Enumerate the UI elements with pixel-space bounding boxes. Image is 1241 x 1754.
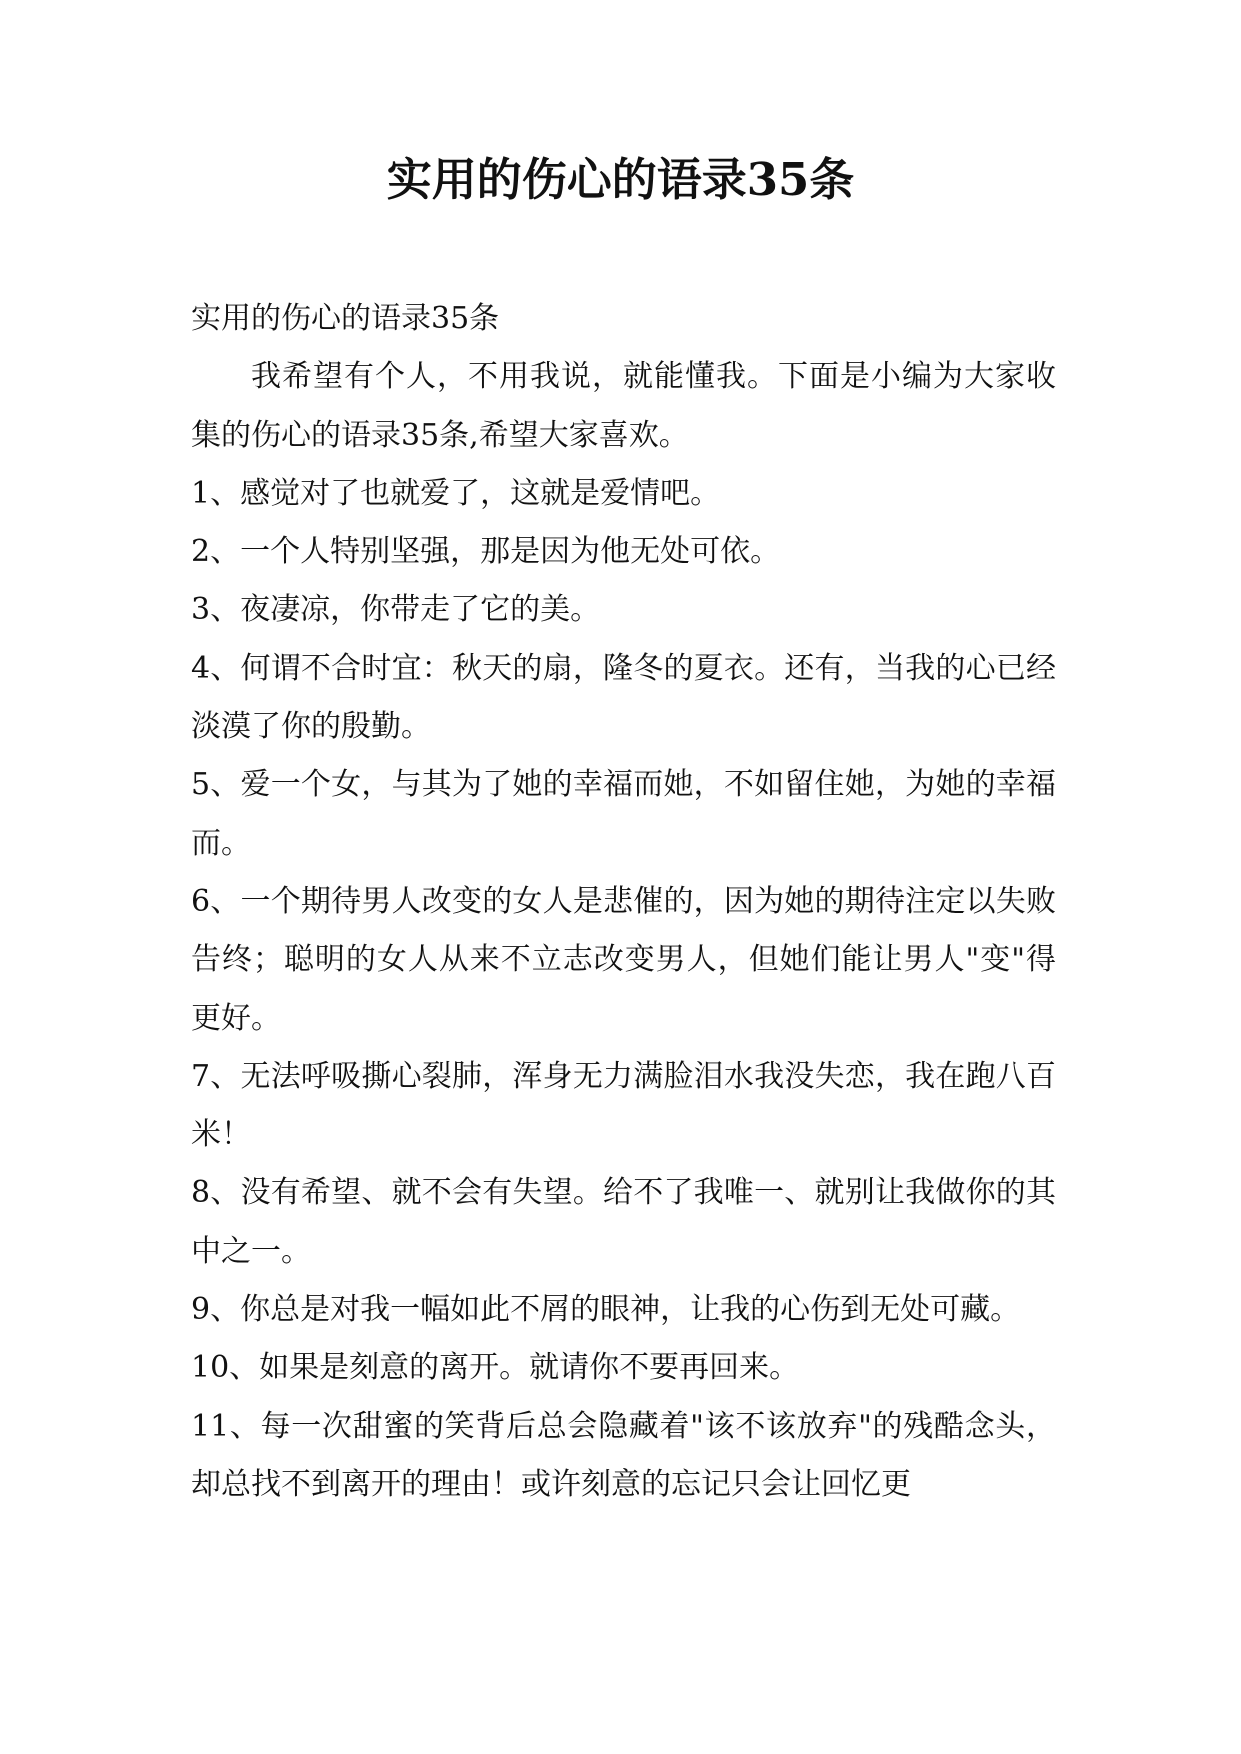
- quote-item: 7、无法呼吸撕心裂肺，浑身无力满脸泪水我没失恋，我在跑八百米！: [191, 1058, 1056, 1153]
- quote-item: 1、感觉对了也就爱了，这就是爱情吧。: [191, 475, 721, 511]
- quote-item: 9、你总是对我一幅如此不屑的眼神，让我的心伤到无处可藏。: [191, 1292, 1021, 1328]
- document-title: 实用的伤心的语录35条: [386, 153, 855, 206]
- document-subtitle: 实用的伤心的语录35条: [191, 301, 500, 336]
- quote-item: 10、如果是刻意的离开。就请你不要再回来。: [191, 1350, 800, 1386]
- document-body: [191, 290, 1056, 1514]
- intro-paragraph: 我希望有个人，不用我说，就能懂我。下面是小编为大家收集的伤心的语录35条,希望大家喜欢。: [191, 359, 1056, 453]
- quote-item: 5、爱一个女，与其为了她的幸福而她，不如留住她，为她的幸福而。: [191, 767, 1056, 861]
- quote-item: 11、每一次甜蜜的笑背后总会隐藏着"该不该放弃"的残酷念头，却总找不到离开的理由！或许刻意的忘记只会让回忆更: [191, 1408, 1056, 1502]
- quote-item: 3、夜凄凉，你带走了它的美。: [191, 592, 601, 628]
- quote-item: 8、没有希望、就不会有失望。给不了我唯一、就别让我做你的其中之一。: [191, 1175, 1056, 1269]
- quote-item: 6、一个期待男人改变的女人是悲催的，因为她的期待注定以失败告终；聪明的女人从来不立志改变男人，但她们能让男人"变"得更好。: [191, 883, 1056, 1036]
- quote-item: 4、何谓不合时宜：秋天的扇，隆冬的夏衣。还有，当我的心已经淡漠了你的殷勤。: [191, 650, 1056, 745]
- quote-item: 2、一个人特别坚强，那是因为他无处可依。: [191, 534, 781, 570]
